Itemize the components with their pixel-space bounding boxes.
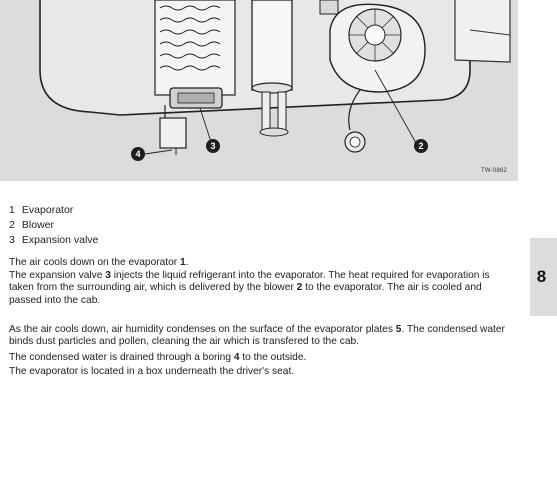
legend-label: Blower	[21, 219, 55, 231]
paragraph-2	[9, 270, 517, 307]
reference-number: 2	[296, 282, 303, 294]
text-run: . The condensed water binds dust particles and pollen, cleaning the air which is transfered to the cab.	[9, 324, 505, 348]
text-run: .	[185, 257, 189, 268]
legend-number: 2	[9, 219, 15, 231]
paragraph-5	[9, 366, 517, 378]
figure-code: TW-0862	[481, 168, 507, 174]
text-run: to the outside.	[239, 352, 307, 363]
text-run: to the evaporator. The air is cooled and passed into the cab.	[9, 282, 482, 306]
chapter-tab	[530, 238, 557, 316]
text-run: The expansion valve	[9, 270, 106, 281]
chapter-number: 8	[536, 267, 547, 286]
text-run: The condensed water is drained through a boring	[9, 352, 234, 363]
text-run: As the air cools down, air humidity condenses on the surface of the evaporator plates	[9, 324, 396, 335]
callout-3: 3	[206, 139, 220, 153]
evaporator-illustration	[0, 0, 518, 181]
legend-label: Evaporator	[21, 204, 74, 216]
text-run: The air cools down on the evaporator	[9, 257, 181, 268]
paragraph-4	[9, 352, 517, 364]
paragraph-3	[9, 324, 517, 349]
legend-label: Expansion valve	[21, 234, 99, 246]
figure-legend	[9, 203, 98, 248]
callout-4: 4	[131, 147, 145, 161]
legend-item	[9, 218, 98, 233]
legend-number: 1	[9, 204, 15, 216]
reference-number: 4	[233, 352, 240, 363]
legend-item	[9, 233, 98, 248]
paragraph-1	[9, 257, 517, 269]
figure-illustration	[0, 0, 518, 181]
reference-number: 3	[105, 270, 111, 281]
legend-number: 3	[9, 234, 15, 246]
legend-item	[9, 203, 98, 218]
reference-number: 1	[180, 257, 186, 268]
callout-2: 2	[414, 139, 428, 153]
reference-number: 5	[395, 324, 402, 335]
text-run: The evaporator is located in a box underneath the driver's seat.	[9, 366, 295, 377]
text-run: injects the liquid refrigerant into the evaporator. The heat required for evaporation is taken from the surrounding air, which is delivered by the blower	[9, 270, 490, 294]
